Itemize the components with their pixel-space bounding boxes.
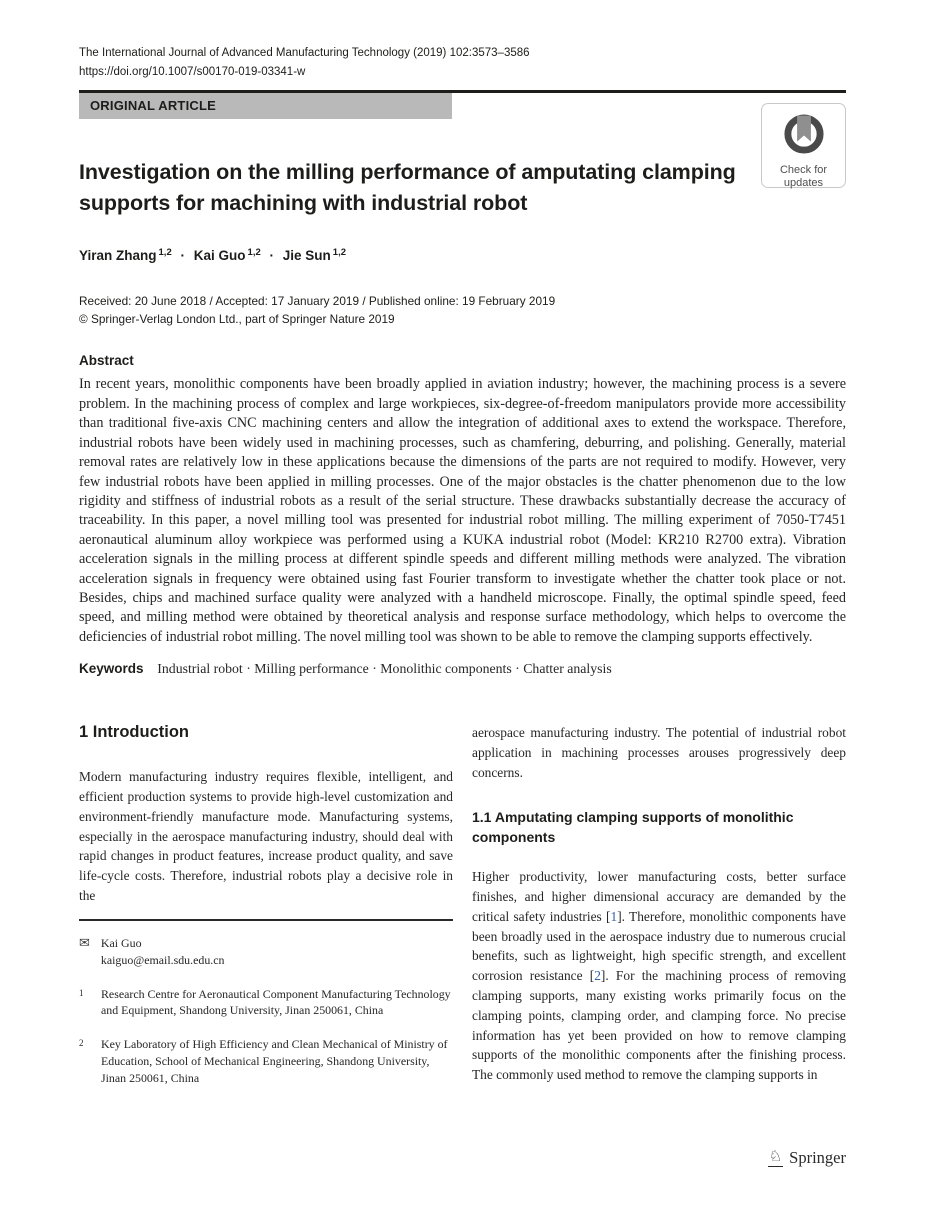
- section-1-1-heading: 1.1 Amputating clamping supports of monolithic components: [472, 808, 794, 845]
- right-column: [472, 723, 846, 1087]
- author-separator: ·: [180, 248, 185, 264]
- correspondence-block: [79, 935, 453, 969]
- author-separator: ·: [269, 248, 275, 264]
- article-type-banner: ORIGINAL ARTICLE: [79, 93, 452, 119]
- check-updates-label-line1: Check for: [779, 164, 828, 176]
- springer-logo-text: Springer: [789, 1148, 846, 1167]
- copyright-line: © Springer-Verlag London Ltd., part of Springer Nature 2019: [79, 311, 395, 326]
- authors-line: [79, 247, 846, 264]
- check-updates-label-line2: updates: [783, 176, 824, 189]
- corresponding-author-email[interactable]: kaiguo@email.sdu.edu.cn: [100, 952, 225, 967]
- corresponding-author-name: Kai Guo: [100, 935, 142, 950]
- check-updates-icon: [781, 111, 827, 162]
- paper-title: Investigation on the milling performance of amputating clamping supports for machining with industrial robot: [79, 160, 736, 216]
- author-1: Yiran Zhang $^{1,2}$: [79, 246, 172, 264]
- affiliation-1: [79, 986, 453, 1020]
- springer-knight-icon: ♘: [768, 1148, 783, 1165]
- author-1-affiliation-sup: 1,2: [158, 246, 172, 258]
- abstract-text: In recent years, monolithic components have been broadly applied in aviation industry; however, the machining process is a severe problem. In the machining process of complex and large workpieces, six-degree-of-freedom manipulators provide more accessibility than traditional five-axis CNC machining centers and allow the integration of additional axes to extend the workspace. Therefore, industrial robots have been widely used in machining processes, such as chamfering, deburring, and polishing. Generally, material removal rates are relatively low in these applications because the dimensions of the parts are not required to modify. However, very few industrial robots have been applied in milling processes. One of the major obstacles is the chatter phenomenon due to the low rigidity and stiffness of industrial robots as a result of the serial structure. These drawbacks substantially decrease the accuracy of traceability. In this paper, a novel milling tool was presented for industrial robot milling. The milling experiment of 7050-T7451 aeronautical aluminum alloy workpiece was performed using a KUKA industrial robot (Model: KR210 R2700 extra). Vibration acceleration signals in the milling process at different spindle speeds and different milling methods were analyzed. The vibration acceleration signals in frequency were obtained using fast Fourier transform to investigate whether the chatter took place or not. Besides, chips and machined surface quality were analyzed with a handheld microscope. Finally, the optimal spindle speed, feed speed, and milling method were obtained by theoretical analysis and response surface methodology, which helps to overcome the deficiencies of industrial robot milling. The novel milling tool was shown to be able to remove the clamping supports effectively.: [79, 376, 846, 645]
- affiliation-1-text: Research Centre for Aeronautical Component Manufacturing Technology and Equipment, Shandong University, Jinan 250061, China: [101, 986, 451, 1018]
- affiliation-2-number: 2: [79, 1038, 84, 1049]
- section-1-1-paragraph: Higher productivity, lower manufacturing costs, better surface finishes, and higher dimensional accuracy are demanded by the critical safety industries [1]. Therefore, monolithic components have been broadly used in the aerospace industry due to numerous crucial benefits, such as lightweight, high specific strength, and excellent corrosion resistance [2]. For the machining process of removing clamping supports, many existing works primarily focus on the clamping points, clamping order, and clamping force. No precise information has yet been provided on how to remove clamping supports of the monolithic components after the finishing process. The commonly used method to remove the clamping supports in: [472, 869, 846, 1083]
- author-3-affiliation-sup: 1,2: [332, 246, 347, 258]
- doi-link[interactable]: https://doi.org/10.1007/s00170-019-03341-w: [79, 65, 306, 78]
- keywords-line: [79, 661, 846, 677]
- author-3: Jie Sun $^{1,2}$: [282, 246, 347, 264]
- journal-title-line: The International Journal of Advanced Manufacturing Technology (2019) 102:3573–3586: [79, 47, 530, 59]
- check-for-updates-badge[interactable]: [761, 103, 846, 188]
- affiliation-2: [79, 1036, 453, 1087]
- affiliation-2-text: Key Laboratory of High Efficiency and Clean Mechanical of Ministry of Education, School of Mechanical Engineering, Shandong University, Jinan 250061, China: [101, 1037, 448, 1086]
- envelope-icon: ✉: [79, 934, 90, 950]
- intro-paragraph-right: aerospace manufacturing industry. The potential of industrial robot application in machining processes arouses progressively deep concerns.: [472, 725, 846, 780]
- affiliation-1-number: 1: [79, 987, 84, 998]
- footnotes-block: [79, 935, 453, 1087]
- section-1-heading: 1 Introduction: [79, 723, 189, 742]
- left-column: [79, 723, 453, 1087]
- keywords-text: Industrial robot · Milling performance · Monolithic components · Chatter analysis: [157, 661, 612, 677]
- keywords-heading: Keywords: [79, 661, 144, 677]
- author-2: Kai Guo $^{1,2}$: [193, 246, 261, 264]
- footnote-rule: [79, 919, 453, 921]
- citation-ref-2[interactable]: 2: [594, 968, 601, 984]
- springer-logo: [768, 1148, 846, 1168]
- citation-ref-1[interactable]: 1: [610, 908, 618, 924]
- intro-paragraph-left: Modern manufacturing industry requires flexible, intelligent, and efficient production systems to provide high-level customization and environment-friendly manufacture mode. Manufacturing systems, especially in the aerospace manufacturing industry, should deal with rapid changes in product features, increase product quality, and save life-cycle costs. Therefore, industrial robots play a decisive role in the: [79, 769, 453, 903]
- author-2-affiliation-sup: 1,2: [247, 246, 261, 258]
- received-accepted-line: Received: 20 June 2018 / Accepted: 17 January 2019 / Published online: 19 February 2019: [79, 294, 556, 309]
- abstract-heading: Abstract: [79, 353, 134, 369]
